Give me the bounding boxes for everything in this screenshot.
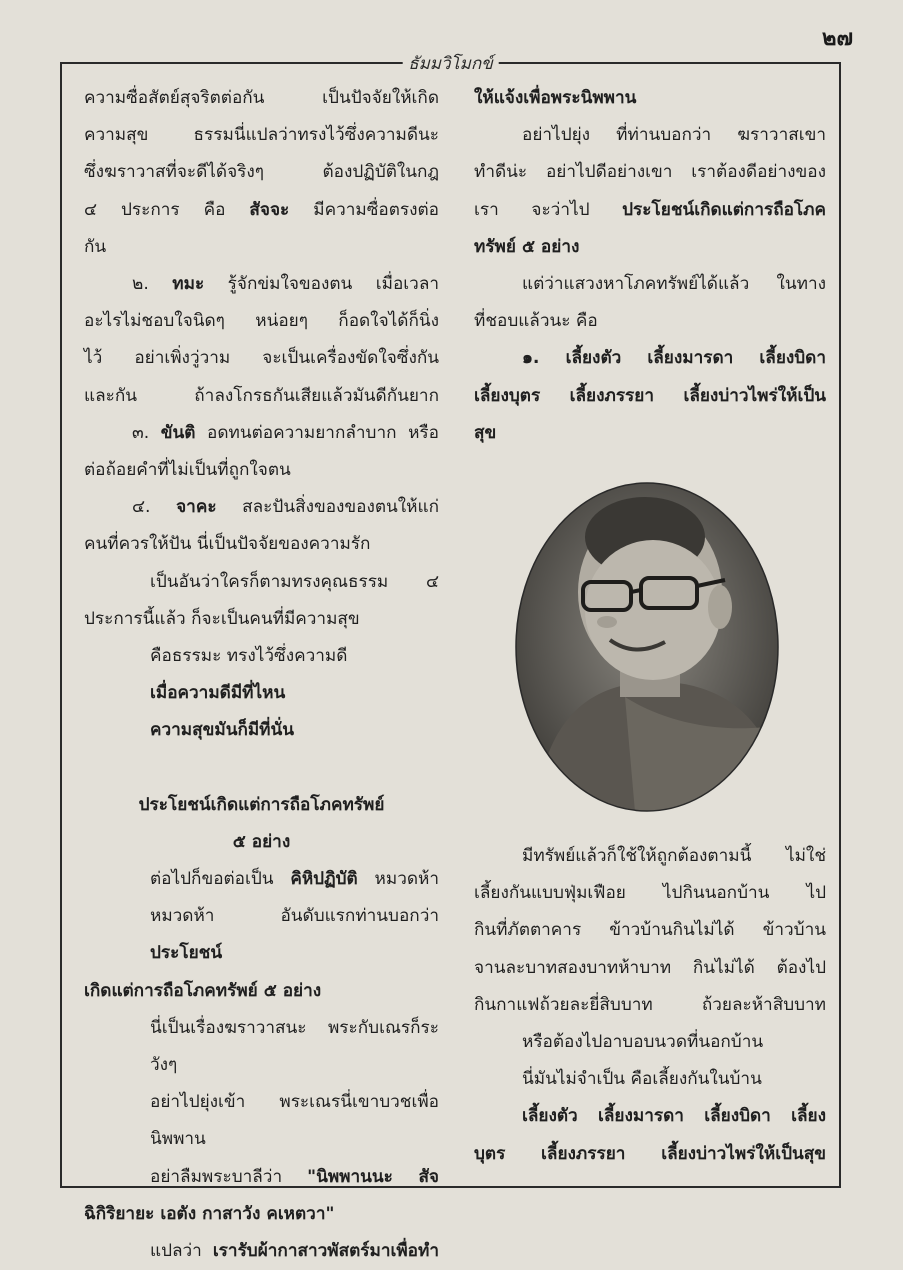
- verse-line: ประการนี้แล้ว ก็จะเป็นคนที่มีความสุข: [84, 608, 360, 629]
- text-line: กินที่ภัตตาคาร ข้าวบ้านกินไม่ได้ ข้าวบ้าน: [474, 920, 826, 941]
- text-line: ๔ ประการ คือ สัจจะ มีความซื่อตรงต่อ: [84, 199, 439, 220]
- text-line: เลี้ยงบุตร เลี้ยงภรรยา เลี้ยงบ่าวไพร่ให้เป็น: [474, 385, 826, 406]
- text-line: ต่อไปก็ขอต่อเป็น คิหิปฏิบัติ หมวดห้า: [150, 869, 439, 890]
- text-line: ความซื่อสัตย์สุจริตต่อกัน เป็นปัจจัยให้เกิด: [84, 88, 439, 108]
- monk-portrait-photo: [515, 482, 780, 812]
- portrait-illustration: [515, 482, 780, 812]
- text-line: ความสุข ธรรมนี่แปลว่าทรงไว้ซึ่งความดีนะ: [84, 125, 439, 146]
- text-line: อย่าไปยุ่งเข้า พระเณรนี่เขาบวชเพื่อนิพพาน: [150, 1092, 439, 1150]
- text-line: เรา จะว่าไป ประโยชน์เกิดแต่การถือโภค: [474, 199, 826, 220]
- text-line: นี่มันไม่จำเป็น คือเลี้ยงกันในบ้าน: [522, 1069, 762, 1090]
- text-line: แต่ว่าแสวงหาโภคทรัพย์ได้แล้ว ในทาง: [522, 274, 826, 295]
- text-line: กัน: [84, 236, 107, 257]
- right-column: [474, 80, 826, 452]
- text-line: อย่าลืมพระบาลีว่า "นิพพานนะ สัจ: [150, 1166, 440, 1187]
- text-line: คนที่ควรให้ปัน นี่เป็นปัจจัยของความรัก: [84, 534, 371, 555]
- section-heading-line2: ๕ อย่าง: [232, 831, 291, 852]
- verse-line: คือธรรมะ ทรงไว้ซึ่งความดี: [150, 646, 348, 667]
- text-line: บุตร เลี้ยงภรรยา เลี้ยงบ่าวไพร่ให้เป็นสุข: [474, 1143, 826, 1164]
- text-line: มีทรัพย์แล้วก็ใช้ให้ถูกต้องตามนี้ ไม่ใช่: [522, 846, 826, 866]
- page-number: ๒๗: [821, 26, 853, 51]
- text-line: อะไรไม่ชอบใจนิดๆ หน่อยๆ ก็อดใจได้ก็นิ่ง: [84, 311, 439, 332]
- text-line: ให้แจ้งเพื่อพระนิพพาน: [474, 88, 637, 108]
- text-line: ซึ่งฆราวาสที่จะดีได้จริงๆ ต้องปฏิบัติในกฎ: [84, 162, 439, 183]
- text-line: ฉิกิริยายะ เอตัง กาสาวัง คเหตวา": [84, 1203, 335, 1224]
- list-item-3: ๓. ขันติ อดทนต่อความยากลำบาก หรือ: [132, 422, 439, 443]
- text-line: หมวดห้า อันดับแรกท่านบอกว่า ประโยชน์: [150, 906, 439, 964]
- text-line: กินกาแฟถ้วยละยี่สิบบาท ถ้วยละห้าสิบบาท: [474, 994, 826, 1015]
- text-line: อย่าไปยุ่ง ที่ท่านบอกว่า ฆราวาสเขา: [522, 125, 826, 146]
- text-line: นี่เป็นเรื่องฆราวาสนะ พระกับเณรก็ระวังๆ: [150, 1017, 439, 1076]
- text-line: ที่ชอบแล้วนะ คือ: [474, 311, 598, 332]
- section-heading: ประโยชน์เกิดแต่การถือโภคทรัพย์: [138, 794, 385, 815]
- list-item-4: ๔. จาคะ สละปันสิ่งของของตนให้แก่: [132, 497, 440, 518]
- text-line: เลี้ยงกันแบบฟุ่มเฟือย ไปกินนอกบ้าน ไป: [474, 883, 826, 904]
- text-line: แปลว่า เรารับผ้ากาสาวพัสตร์มาเพื่อทำ: [150, 1241, 439, 1262]
- text-line: เกิดแต่การถือโภคทรัพย์ ๕ อย่าง: [84, 980, 322, 1001]
- text-line: เลี้ยงตัว เลี้ยงมารดา เลี้ยงบิดา เลี้ยง: [522, 1106, 826, 1127]
- text-line: หรือต้องไปอาบอบนวดที่นอกบ้าน: [522, 1032, 764, 1053]
- left-column: [84, 80, 439, 1270]
- list-item-1: ๑. เลี้ยงตัว เลี้ยงมารดา เลี้ยงบิดา: [522, 348, 826, 369]
- verse-line: ความสุขมันก็มีที่นั่น: [150, 720, 295, 741]
- verse-line: เป็นอันว่าใครก็ตามทรงคุณธรรม ๔: [150, 571, 439, 592]
- text-line: ต่อถ้อยคำที่ไม่เป็นที่ถูกใจตน: [84, 460, 291, 481]
- text-line: สุข: [474, 422, 497, 443]
- right-column-lower: [474, 838, 826, 1173]
- text-line: ทรัพย์ ๕ อย่าง: [474, 236, 580, 257]
- verse-line: เมื่อความดีมีที่ไหน: [150, 683, 286, 704]
- text-line: จานละบาทสองบาทห้าบาท กินไม่ได้ ต้องไป: [474, 957, 826, 978]
- text-line: และกัน ถ้าลงโกรธกันเสียแล้วมันดีกันยาก: [84, 385, 439, 406]
- text-line: ทำดีน่ะ อย่าไปดีอย่างเขา เราต้องดีอย่างของ: [474, 162, 826, 183]
- text-line: ไว้ อย่าเพิ่งวู่วาม จะเป็นเครื่องขัดใจซึ่งกัน: [84, 348, 439, 369]
- running-title: ธัมมวิโมกข์: [402, 50, 499, 77]
- list-item-2: ๒. ทมะ รู้จักข่มใจของตน เมื่อเวลา: [132, 274, 439, 295]
